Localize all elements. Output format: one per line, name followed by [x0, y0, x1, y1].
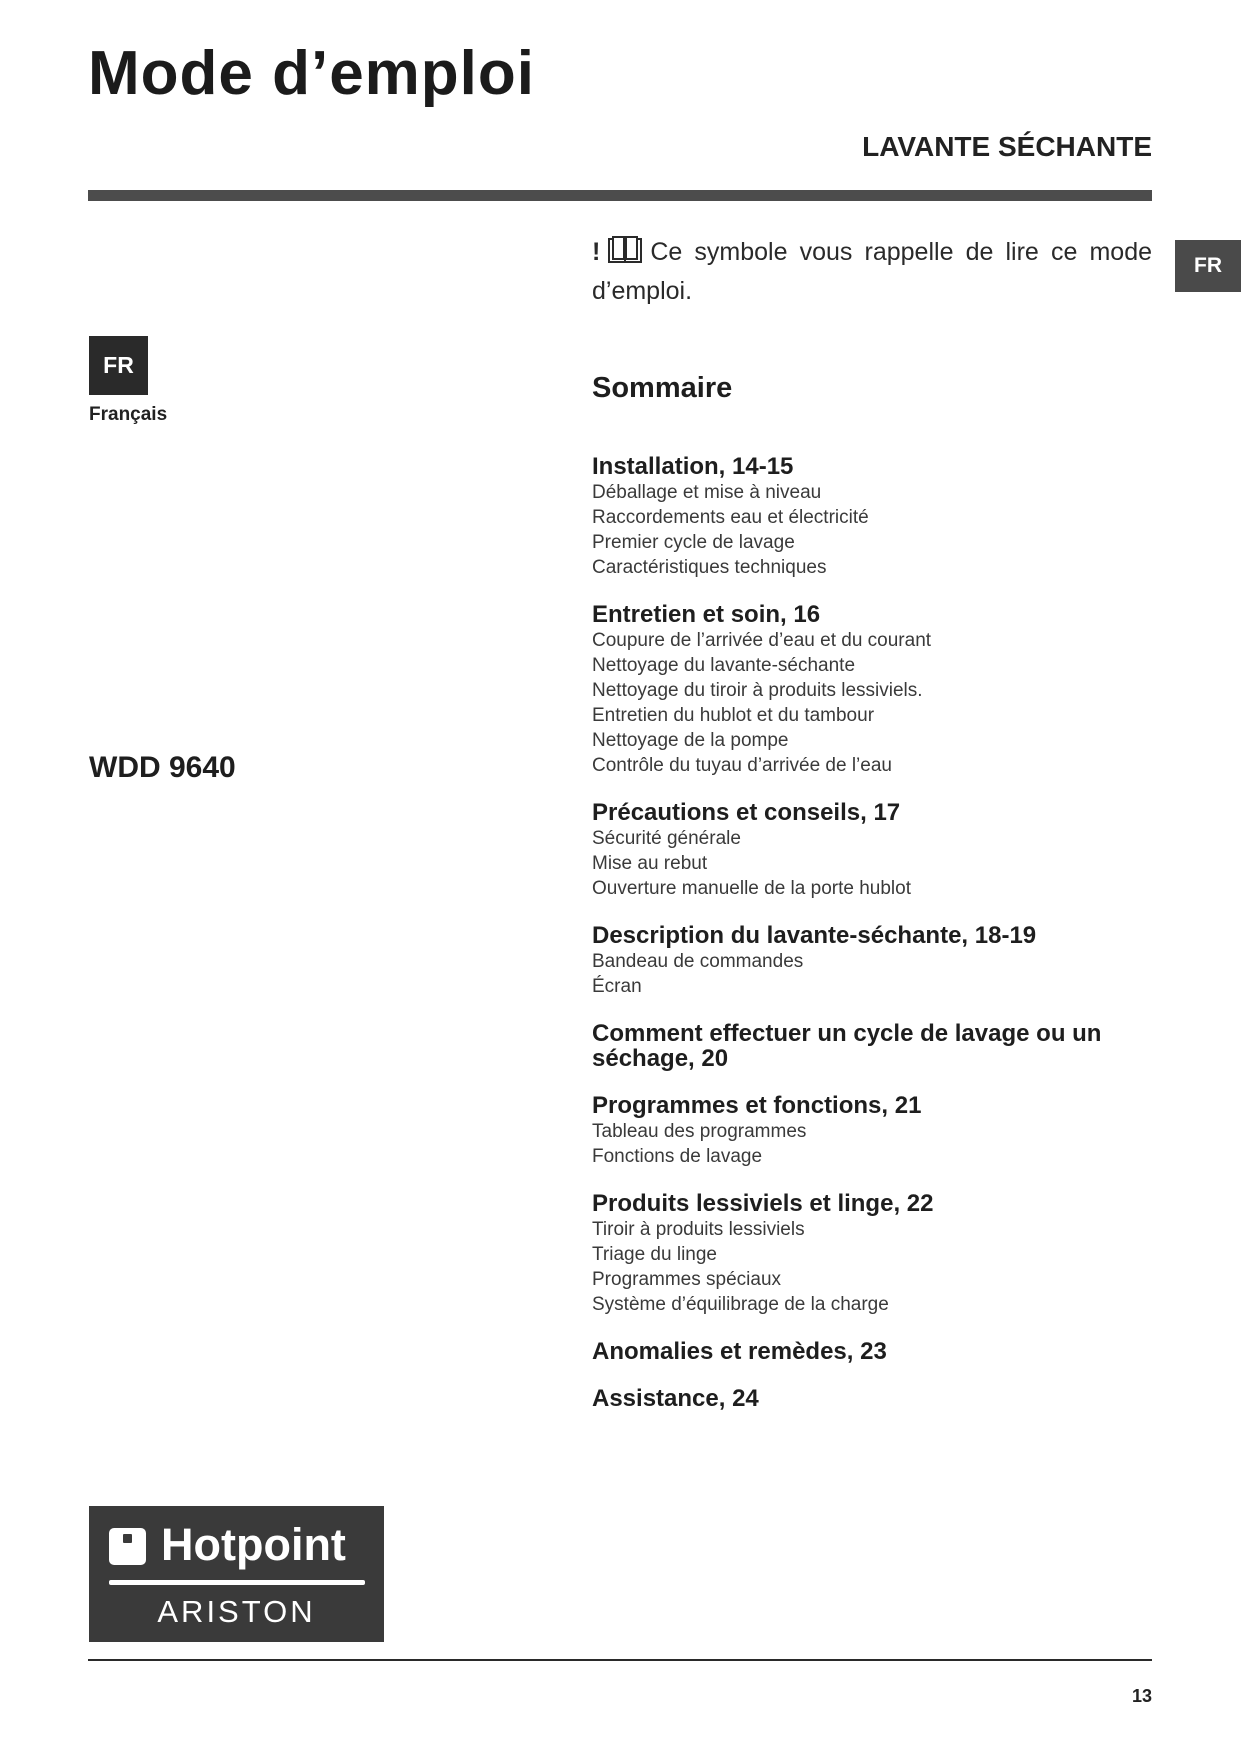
toc-item: Nettoyage du lavante-séchante: [592, 655, 856, 676]
toc-section: [592, 1339, 1152, 1364]
toc-section: [592, 454, 1152, 580]
language-name: Français: [89, 404, 168, 425]
notice-text: Ce symbole vous rappelle de lire ce mode d’emploi.: [592, 238, 1152, 305]
toc-section: [592, 1386, 1152, 1411]
toc-section-title: Programmes et fonctions, 21: [592, 1092, 922, 1119]
toc-sections: [592, 454, 1152, 1411]
toc-item: Tableau des programmes: [592, 1121, 807, 1142]
brand-logo: [89, 1506, 384, 1642]
toc-section: [592, 800, 1152, 901]
toc-section-title: Description du lavante-séchante, 18-19: [592, 922, 1037, 949]
toc-item: Ouverture manuelle de la porte hublot: [592, 878, 911, 899]
logo-brand-bottom: ARISTON: [157, 1594, 316, 1629]
toc-item: Sécurité générale: [592, 828, 741, 849]
toc-section-title: Anomalies et remèdes, 23: [592, 1338, 887, 1365]
toc-item: Programmes spéciaux: [592, 1269, 782, 1290]
document-title: Mode d’emploi: [88, 39, 535, 108]
toc-item: Tiroir à produits lessiviels: [592, 1219, 805, 1240]
toc-section-title: Entretien et soin, 16: [592, 601, 821, 628]
toc-item: Premier cycle de lavage: [592, 532, 795, 553]
toc-item: Triage du linge: [592, 1244, 717, 1265]
toc-section: [592, 1021, 1152, 1071]
toc-section-title: Produits lessiviels et linge, 22: [592, 1190, 934, 1217]
toc-item: Fonctions de lavage: [592, 1146, 763, 1167]
toc-item: Coupure de l’arrivée d’eau et du courant: [592, 630, 932, 651]
toc-item: Raccordements eau et électricité: [592, 507, 869, 528]
exclamation-mark: !: [592, 238, 601, 266]
toc-item: Entretien du hublot et du tambour: [592, 705, 875, 726]
toc-section: [592, 1191, 1152, 1317]
logo-mark-icon: [109, 1528, 146, 1565]
language-badge: FR: [89, 336, 148, 395]
toc-item: Bandeau de commandes: [592, 951, 804, 972]
language-side-tab: FR: [1175, 240, 1241, 292]
footer-rule: [88, 1659, 1152, 1661]
toc-section: [592, 923, 1152, 999]
page-number: 13: [1131, 1686, 1152, 1706]
table-of-contents: [592, 370, 1152, 1433]
toc-section-title: Assistance, 24: [592, 1385, 759, 1412]
logo-divider: [109, 1580, 365, 1585]
reading-notice: [592, 235, 1152, 309]
toc-item: Système d’équilibrage de la charge: [592, 1294, 889, 1315]
toc-item: Contrôle du tuyau d’arrivée de l’eau: [592, 755, 892, 776]
model-number: WDD 9640: [89, 751, 236, 784]
toc-item: Caractéristiques techniques: [592, 557, 827, 578]
toc-section-title: Précautions et conseils, 17: [592, 799, 901, 826]
toc-section-title: Installation, 14-15: [592, 453, 794, 480]
toc-item: Mise au rebut: [592, 853, 708, 874]
toc-section-title: Comment effectuer un cycle de lavage ou un séchage, 20: [592, 1020, 1102, 1072]
document-subtitle: LAVANTE SÉCHANTE: [862, 131, 1152, 162]
toc-item: Écran: [592, 976, 642, 997]
book-icon: [608, 236, 642, 274]
toc-section: [592, 1093, 1152, 1169]
header-rule: [88, 190, 1152, 201]
toc-item: Nettoyage du tiroir à produits lessiviels.: [592, 680, 923, 701]
toc-item: Nettoyage de la pompe: [592, 730, 789, 751]
toc-item: Déballage et mise à niveau: [592, 482, 822, 503]
toc-heading: Sommaire: [592, 372, 733, 404]
logo-brand-top: Hotpoint: [161, 1519, 346, 1570]
toc-section: [592, 602, 1152, 778]
